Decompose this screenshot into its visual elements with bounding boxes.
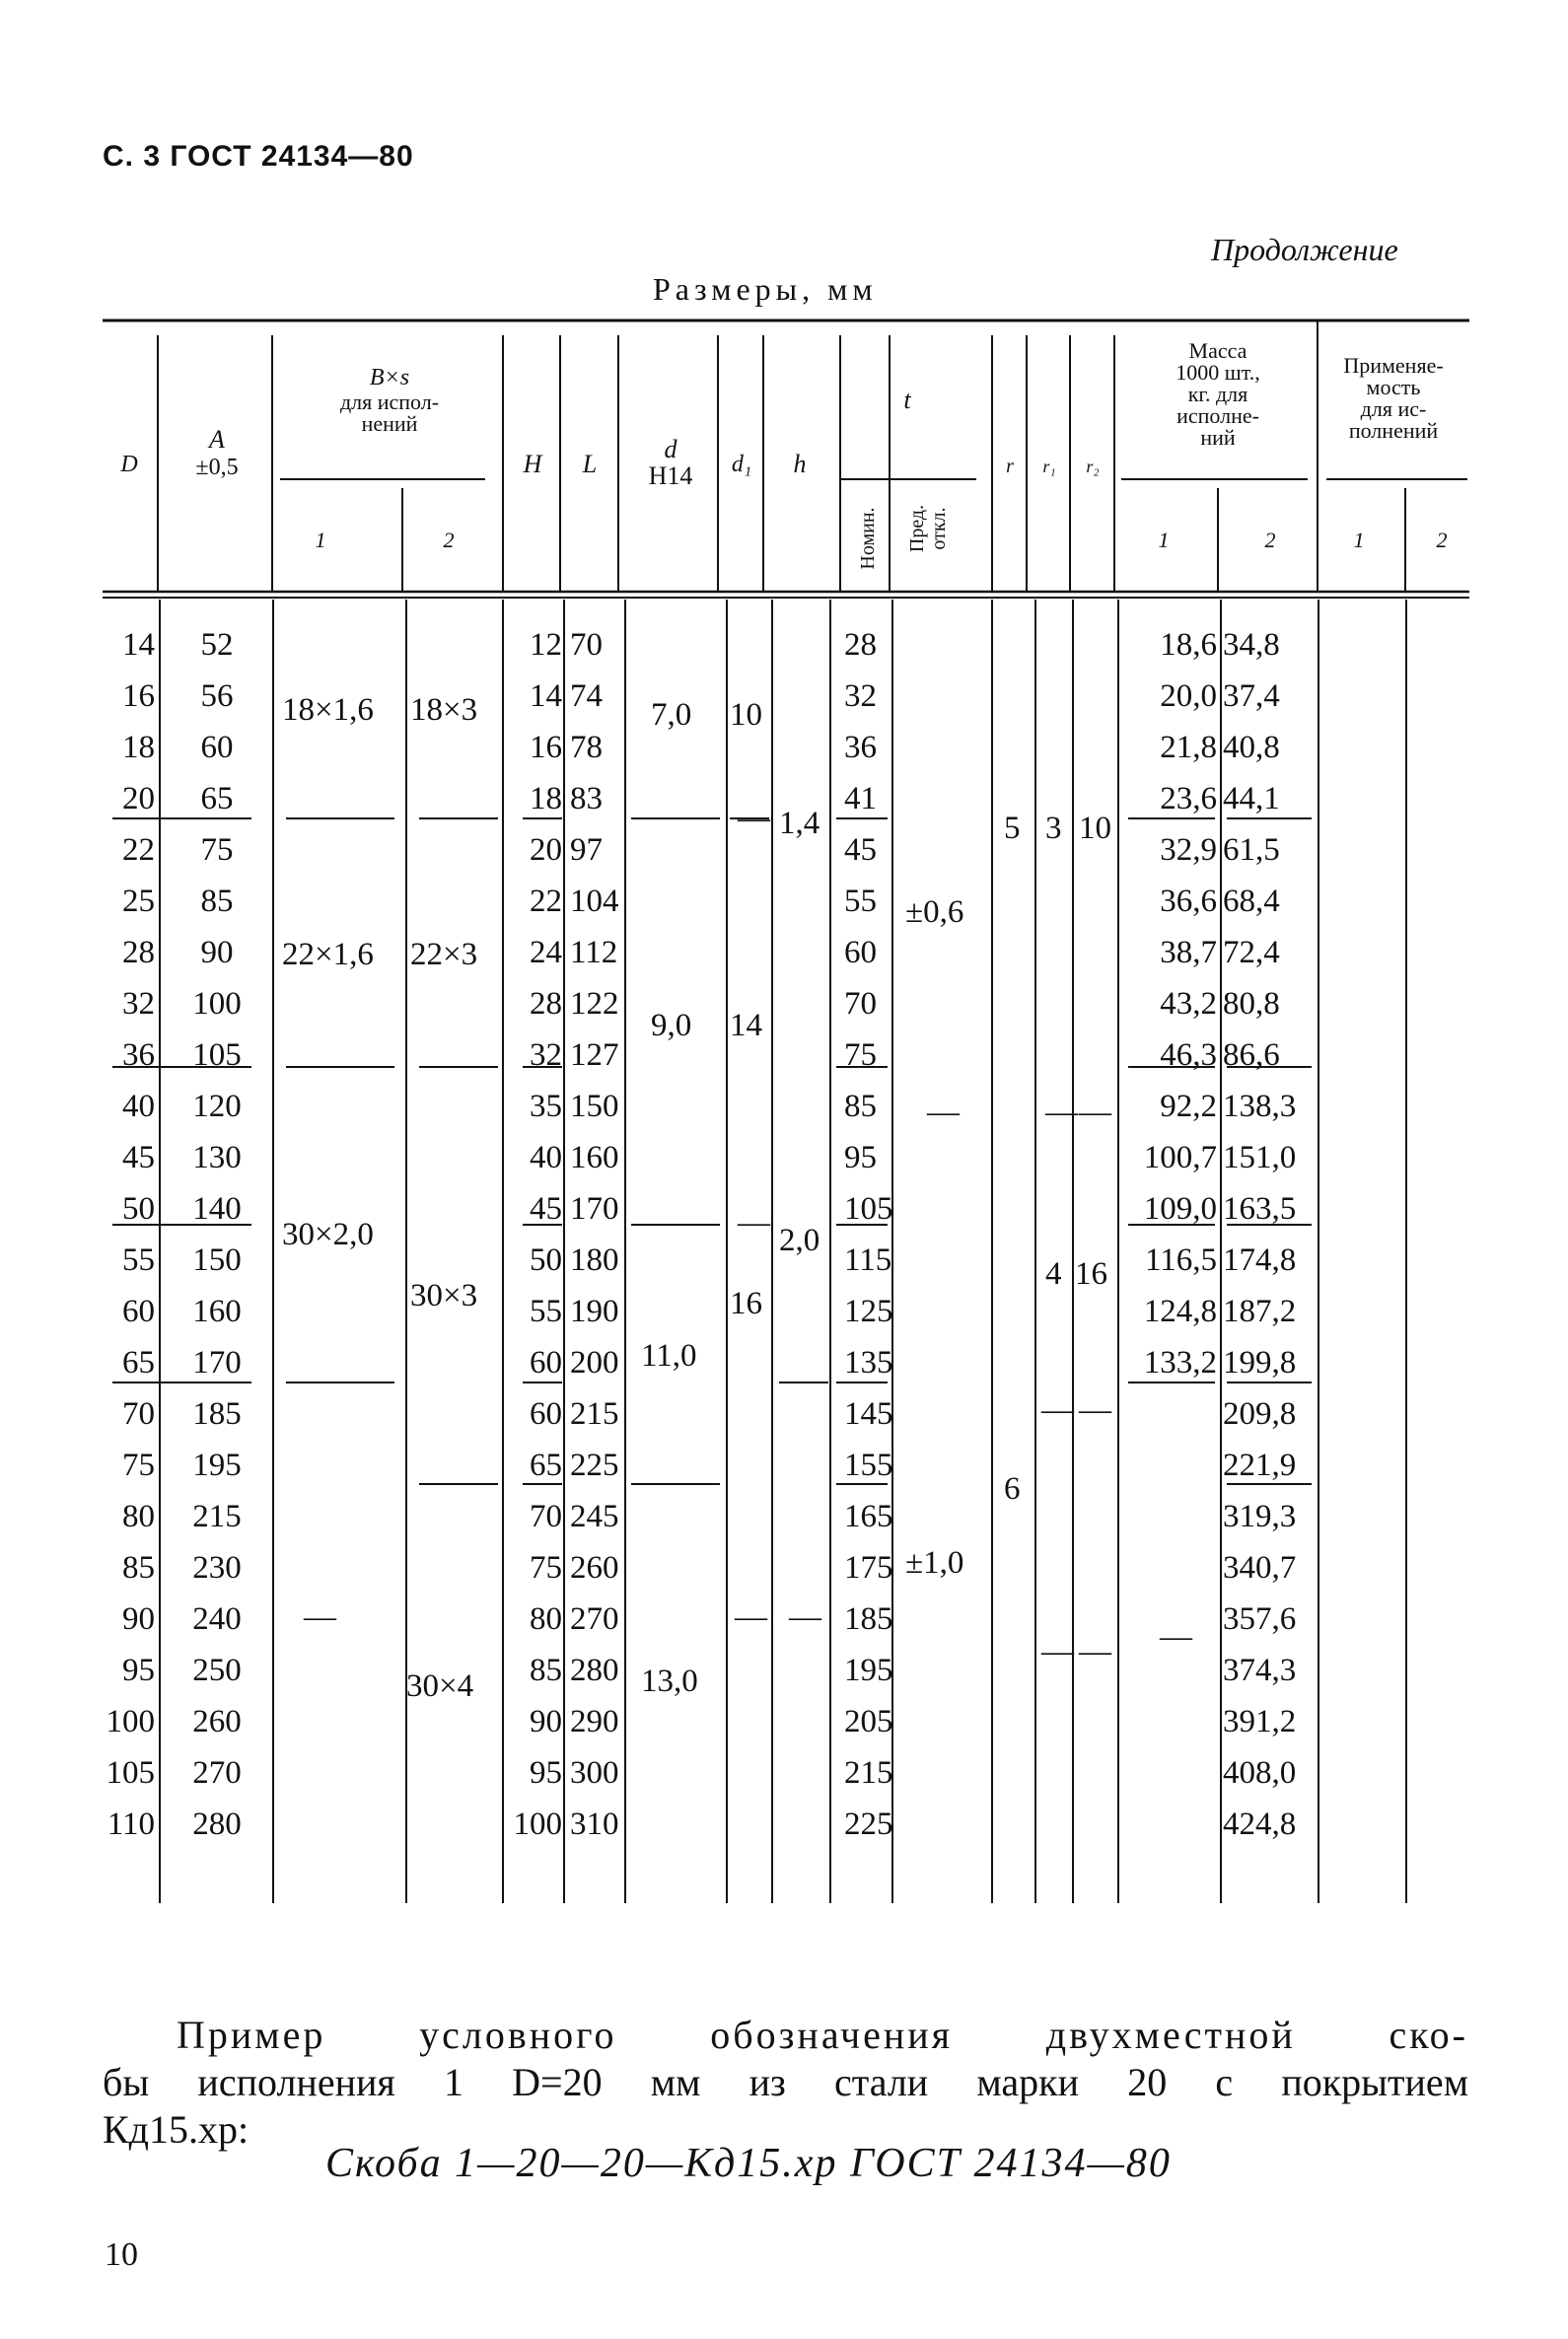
cell-d: 25 xyxy=(122,884,155,919)
cell-a: 230 xyxy=(192,1550,242,1586)
page-reference: С. 3 ГОСТ 24134—80 xyxy=(103,140,414,173)
r2-group-2: — xyxy=(1079,1095,1111,1130)
col-header-mass-3: кг. для xyxy=(1187,382,1248,406)
cell-t: 145 xyxy=(844,1396,893,1432)
cell-mass1: 109,0 xyxy=(1143,1191,1217,1227)
cell-l: 270 xyxy=(570,1601,619,1637)
d1-group-2: — xyxy=(738,801,770,836)
col-header-d1: d₁ xyxy=(731,452,752,477)
cell-t: 55 xyxy=(844,884,877,919)
cell-t: 95 xyxy=(844,1140,877,1175)
col-header-applicability-3: для ис- xyxy=(1360,396,1427,421)
col-header-d-label: D xyxy=(120,452,138,477)
cell-mass1: 43,2 xyxy=(1160,986,1217,1022)
cell-l: 260 xyxy=(570,1550,619,1586)
r1-group-1: 3 xyxy=(1045,811,1062,846)
col-header-a-label: A xyxy=(209,425,225,454)
cell-d: 36 xyxy=(122,1037,155,1073)
cell-h: 12 xyxy=(530,627,562,663)
r2-group-4: — xyxy=(1079,1392,1111,1428)
col-header-mass-2: 1000 шт., xyxy=(1176,360,1260,385)
cell-a: 60 xyxy=(200,730,234,765)
cell-d: 40 xyxy=(122,1089,155,1124)
cell-t: 195 xyxy=(844,1653,893,1688)
cell-t: 215 xyxy=(844,1755,893,1791)
cell-h: 16 xyxy=(530,730,562,765)
cell-d: 16 xyxy=(122,678,155,714)
col-header-t-nominal: Номин. xyxy=(857,507,879,570)
cell-mass2: 80,8 xyxy=(1223,986,1280,1022)
cell-d: 105 xyxy=(106,1755,155,1791)
d1-group-3: 14 xyxy=(730,1008,762,1043)
cell-mass2: 40,8 xyxy=(1223,730,1280,765)
cell-l: 160 xyxy=(570,1140,619,1175)
cell-mass2: 209,8 xyxy=(1223,1396,1297,1432)
cell-mass2: 221,9 xyxy=(1223,1448,1297,1483)
cell-d: 60 xyxy=(122,1294,155,1329)
d-group-4: 13,0 xyxy=(641,1664,698,1699)
d-group-3: 11,0 xyxy=(641,1338,697,1374)
note-line-1: Пример условного обозначения двухместной ско- xyxy=(177,2013,1468,2057)
cell-l: 74 xyxy=(570,678,603,714)
col-header-applicability-2: мость xyxy=(1366,375,1421,399)
cell-a: 90 xyxy=(200,935,234,970)
d1-group-1: 10 xyxy=(730,697,762,733)
cell-a: 75 xyxy=(200,832,234,868)
cell-mass2: 357,6 xyxy=(1223,1601,1297,1637)
col-header-mass-5: ний xyxy=(1200,425,1236,450)
cell-l: 70 xyxy=(570,627,603,663)
cell-mass2: 319,3 xyxy=(1223,1499,1297,1534)
col-header-h-small: h xyxy=(793,450,807,478)
cell-a: 65 xyxy=(200,781,234,816)
bs2-group-2: 22×3 xyxy=(410,937,478,972)
cell-d: 32 xyxy=(122,986,155,1022)
col-header-mass-sub-2: 2 xyxy=(1264,528,1276,552)
cell-d: 50 xyxy=(122,1191,155,1227)
cell-d: 45 xyxy=(122,1140,155,1175)
cell-d: 18 xyxy=(122,730,155,765)
cell-h: 18 xyxy=(530,781,562,816)
col-header-r1: r₁ xyxy=(1042,457,1056,476)
cell-d: 28 xyxy=(122,935,155,970)
cell-l: 190 xyxy=(570,1294,619,1329)
cell-mass1: 124,8 xyxy=(1143,1294,1217,1329)
cell-mass2: 163,5 xyxy=(1223,1191,1297,1227)
col-header-bs-sub: для испол- xyxy=(339,390,440,414)
cell-h: 60 xyxy=(530,1345,562,1381)
cell-t: 205 xyxy=(844,1704,893,1739)
cell-mass2: 138,3 xyxy=(1223,1089,1297,1124)
r-group-1: 5 xyxy=(1004,811,1021,846)
r1-group-3: 4 xyxy=(1045,1256,1062,1292)
cell-l: 83 xyxy=(570,781,603,816)
cell-mass2: 187,2 xyxy=(1223,1294,1297,1329)
bs2-group-3: 30×3 xyxy=(410,1278,478,1313)
t-tolerance-group-3: ±1,0 xyxy=(905,1545,964,1581)
cell-t: 125 xyxy=(844,1294,893,1329)
cell-l: 300 xyxy=(570,1755,619,1791)
mass1-dash: — xyxy=(1160,1619,1192,1655)
cell-a: 250 xyxy=(192,1653,242,1688)
continuation-label: Продолжение xyxy=(1211,232,1398,267)
cell-t: 85 xyxy=(844,1089,877,1124)
cell-a: 195 xyxy=(192,1448,242,1483)
cell-mass1: 92,2 xyxy=(1160,1089,1217,1124)
cell-mass1: 36,6 xyxy=(1160,884,1217,919)
cell-a: 215 xyxy=(192,1499,242,1534)
cell-a: 100 xyxy=(192,986,242,1022)
cell-h: 20 xyxy=(530,832,562,868)
cell-l: 180 xyxy=(570,1242,619,1278)
bs1-group-2: 22×1,6 xyxy=(282,937,374,972)
cell-a: 260 xyxy=(192,1704,242,1739)
cell-a: 150 xyxy=(192,1242,242,1278)
cell-mass2: 37,4 xyxy=(1223,678,1280,714)
r-group-2: 6 xyxy=(1004,1471,1021,1507)
cell-l: 280 xyxy=(570,1653,619,1688)
cell-t: 36 xyxy=(844,730,877,765)
cell-h: 50 xyxy=(530,1242,562,1278)
col-header-applicability-sub-2: 2 xyxy=(1436,528,1448,552)
cell-mass2: 391,2 xyxy=(1223,1704,1297,1739)
designation-example: Скоба 1—20—20—Кд15.хр ГОСТ 24134—80 xyxy=(325,2141,1172,2186)
cell-mass2: 340,7 xyxy=(1223,1550,1297,1586)
cell-d: 55 xyxy=(122,1242,155,1278)
cell-d: 90 xyxy=(122,1601,155,1637)
cell-mass2: 174,8 xyxy=(1223,1242,1297,1278)
cell-mass2: 44,1 xyxy=(1223,781,1280,816)
cell-d: 65 xyxy=(122,1345,155,1381)
cell-h: 65 xyxy=(530,1448,562,1483)
cell-t: 225 xyxy=(844,1807,893,1842)
cell-h: 32 xyxy=(530,1037,562,1073)
cell-a: 280 xyxy=(192,1807,242,1842)
cell-a: 160 xyxy=(192,1294,242,1329)
cell-d: 14 xyxy=(122,627,155,663)
cell-l: 104 xyxy=(570,884,619,919)
cell-a: 185 xyxy=(192,1396,242,1432)
cell-h: 55 xyxy=(530,1294,562,1329)
cell-a: 85 xyxy=(200,884,234,919)
cell-l: 215 xyxy=(570,1396,619,1432)
r2-group-1: 10 xyxy=(1079,811,1111,846)
cell-a: 170 xyxy=(192,1345,242,1381)
col-header-mass-4: исполне- xyxy=(1176,403,1259,428)
cell-mass1: 20,0 xyxy=(1160,678,1217,714)
bs1-group-4: — xyxy=(304,1599,336,1635)
cell-l: 290 xyxy=(570,1704,619,1739)
cell-h: 28 xyxy=(530,986,562,1022)
cell-h: 70 xyxy=(530,1499,562,1534)
r2-group-5: — xyxy=(1079,1634,1111,1669)
cell-d: 80 xyxy=(122,1499,155,1534)
cell-d: 85 xyxy=(122,1550,155,1586)
cell-l: 127 xyxy=(570,1037,619,1073)
cell-t: 41 xyxy=(844,781,877,816)
col-header-r: r xyxy=(1006,456,1014,477)
col-header-t: t xyxy=(903,386,911,414)
col-header-applicability-sub-1: 1 xyxy=(1353,528,1365,552)
cell-h: 85 xyxy=(530,1653,562,1688)
cell-h: 24 xyxy=(530,935,562,970)
units-caption: Размеры, мм xyxy=(653,271,878,307)
cell-mass2: 374,3 xyxy=(1223,1653,1297,1688)
cell-h: 14 xyxy=(530,678,562,714)
d-group-2: 9,0 xyxy=(651,1008,692,1043)
cell-t: 175 xyxy=(844,1550,893,1586)
cell-t: 32 xyxy=(844,678,877,714)
cell-mass2: 61,5 xyxy=(1223,832,1280,868)
col-header-l: L xyxy=(582,450,598,478)
cell-d: 20 xyxy=(122,781,155,816)
cell-mass2: 199,8 xyxy=(1223,1345,1297,1381)
cell-mass1: 23,6 xyxy=(1160,781,1217,816)
cell-l: 150 xyxy=(570,1089,619,1124)
cell-a: 130 xyxy=(192,1140,242,1175)
cell-d: 110 xyxy=(107,1807,155,1842)
cell-h: 100 xyxy=(513,1807,562,1842)
col-header-h-upper: H xyxy=(523,450,542,478)
cell-l: 225 xyxy=(570,1448,619,1483)
d1-group-6: — xyxy=(735,1599,767,1635)
col-header-mass-sub-1: 1 xyxy=(1158,528,1170,552)
t-tolerance-group-2: — xyxy=(927,1095,960,1130)
cell-h: 95 xyxy=(530,1755,562,1791)
cell-h: 60 xyxy=(530,1396,562,1432)
cell-mass1: 116,5 xyxy=(1144,1242,1217,1278)
cell-a: 140 xyxy=(192,1191,242,1227)
cell-t: 60 xyxy=(844,935,877,970)
bs1-group-3: 30×2,0 xyxy=(282,1217,374,1252)
cell-a: 105 xyxy=(192,1037,242,1073)
cell-a: 270 xyxy=(192,1755,242,1791)
cell-a: 56 xyxy=(200,678,234,714)
bs2-group-4: 30×4 xyxy=(406,1668,474,1704)
cell-t: 45 xyxy=(844,832,877,868)
cell-d: 100 xyxy=(106,1704,155,1739)
cell-h: 45 xyxy=(530,1191,562,1227)
cell-d: 70 xyxy=(122,1396,155,1432)
cell-h: 75 xyxy=(530,1550,562,1586)
col-header-bs-2: 2 xyxy=(443,528,455,552)
r1-group-4: — xyxy=(1041,1392,1074,1428)
cell-l: 112 xyxy=(570,935,618,970)
bs1-group-1: 18×1,6 xyxy=(282,692,374,728)
col-header-bs-sub2: нений xyxy=(361,411,418,436)
cell-t: 75 xyxy=(844,1037,877,1073)
cell-mass1: 21,8 xyxy=(1160,730,1217,765)
r1-group-5: — xyxy=(1041,1634,1074,1669)
cell-a: 52 xyxy=(200,627,234,663)
cell-t: 165 xyxy=(844,1499,893,1534)
cell-l: 78 xyxy=(570,730,603,765)
col-header-d-small: d xyxy=(664,435,677,463)
cell-l: 97 xyxy=(570,832,603,868)
cell-l: 170 xyxy=(570,1191,619,1227)
cell-h: 35 xyxy=(530,1089,562,1124)
page-number: 10 xyxy=(105,2236,138,2273)
col-header-t-tolerance-2: откл. xyxy=(928,507,950,550)
cell-t: 185 xyxy=(844,1601,893,1637)
cell-l: 310 xyxy=(570,1807,619,1842)
cell-mass1: 100,7 xyxy=(1143,1140,1217,1175)
cell-l: 245 xyxy=(570,1499,619,1534)
cell-mass1: 133,2 xyxy=(1143,1345,1217,1381)
note-line-3: Кд15.хр: xyxy=(103,2107,249,2152)
cell-l: 200 xyxy=(570,1345,619,1381)
h-group-1: 1,4 xyxy=(779,806,820,841)
cell-a: 240 xyxy=(192,1601,242,1637)
cell-mass1: 32,9 xyxy=(1160,832,1217,868)
h-group-3: — xyxy=(789,1599,821,1635)
cell-mass2: 408,0 xyxy=(1223,1755,1297,1791)
cell-h: 90 xyxy=(530,1704,562,1739)
cell-mass1: 46,3 xyxy=(1160,1037,1217,1073)
cell-mass2: 424,8 xyxy=(1223,1807,1297,1842)
h-group-2: 2,0 xyxy=(779,1223,820,1258)
cell-t: 115 xyxy=(844,1242,892,1278)
col-header-t-tolerance-1: Пред. xyxy=(906,504,928,553)
d1-group-4: — xyxy=(738,1205,770,1240)
cell-mass1: 38,7 xyxy=(1160,935,1217,970)
cell-mass2: 34,8 xyxy=(1223,627,1280,663)
col-header-d-tolerance: H14 xyxy=(648,461,693,490)
cell-h: 80 xyxy=(530,1601,562,1637)
cell-t: 28 xyxy=(844,627,877,663)
d-group-1: 7,0 xyxy=(651,697,692,733)
cell-t: 70 xyxy=(844,986,877,1022)
cell-d: 95 xyxy=(122,1653,155,1688)
bs2-group-1: 18×3 xyxy=(410,692,478,728)
t-tolerance-group-1: ±0,6 xyxy=(905,894,964,930)
cell-h: 40 xyxy=(530,1140,562,1175)
r1-group-2: — xyxy=(1045,1095,1078,1130)
r2-group-3: 16 xyxy=(1075,1256,1107,1292)
cell-t: 155 xyxy=(844,1448,893,1483)
cell-t: 135 xyxy=(844,1345,893,1381)
cell-mass2: 68,4 xyxy=(1223,884,1280,919)
cell-d: 75 xyxy=(122,1448,155,1483)
col-header-a-tolerance: ±0,5 xyxy=(195,455,239,480)
d1-group-5: 16 xyxy=(730,1286,762,1321)
note-line-2: бы исполнения 1 D=20 мм из стали марки 20 с покрытием xyxy=(103,2060,1468,2104)
col-header-r2: r₂ xyxy=(1086,457,1100,476)
col-header-mass-1: Масса xyxy=(1188,338,1247,363)
cell-l: 122 xyxy=(570,986,619,1022)
cell-t: 105 xyxy=(844,1191,893,1227)
col-header-applicability-4: полнений xyxy=(1348,418,1439,443)
cell-mass1: 18,6 xyxy=(1160,627,1217,663)
col-header-bs-1: 1 xyxy=(315,528,326,552)
cell-mass2: 86,6 xyxy=(1223,1037,1280,1073)
col-header-applicability-1: Применяе- xyxy=(1343,353,1444,378)
cell-mass2: 151,0 xyxy=(1223,1140,1297,1175)
cell-mass2: 72,4 xyxy=(1223,935,1280,970)
col-header-bs-label: B×s xyxy=(369,365,410,390)
cell-a: 120 xyxy=(192,1089,242,1124)
cell-h: 22 xyxy=(530,884,562,919)
cell-d: 22 xyxy=(122,832,155,868)
